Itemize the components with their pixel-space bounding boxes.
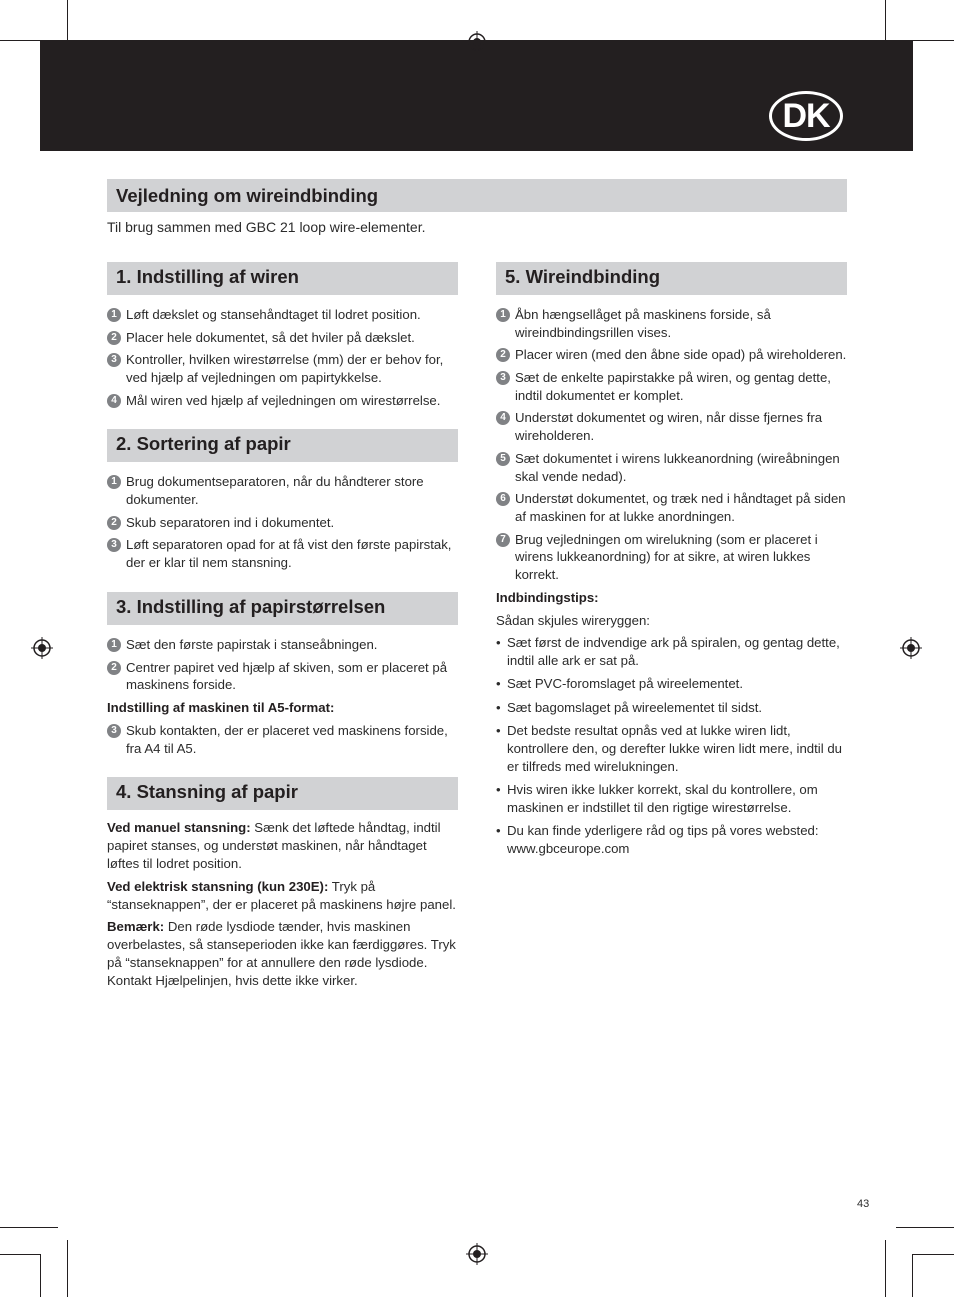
step-number-icon: 2 xyxy=(107,516,121,530)
section-5-header xyxy=(496,262,847,295)
list-item: 1 Brug dokumentseparatoren, når du håndterer store dokumenter. xyxy=(107,473,458,509)
section-3-header xyxy=(107,592,458,625)
page-number: 43 xyxy=(857,1198,870,1210)
registration-mark-icon xyxy=(466,31,488,53)
step-number-icon: 1 xyxy=(107,308,121,322)
step-number-icon: 2 xyxy=(107,331,121,345)
step-number-icon: 4 xyxy=(107,394,121,408)
step-number-icon: 3 xyxy=(496,371,510,385)
section-3-steps-b xyxy=(107,722,458,758)
step-number-icon: 3 xyxy=(107,353,121,367)
list-item: 2 Skub separatoren ind i dokumentet. xyxy=(107,514,458,532)
section-2-header xyxy=(107,429,458,462)
crop-mark xyxy=(40,1254,41,1297)
list-item: • Sæt først de indvendige ark på spiralen, og gentag dette, indtil alle ark er sat på. xyxy=(496,634,847,670)
list-item: 4 Understøt dokumentet og wiren, når disse fjernes fra wireholderen. xyxy=(496,409,847,445)
crop-mark xyxy=(0,1254,40,1255)
section-4-header xyxy=(107,777,458,810)
left-column xyxy=(107,262,458,995)
section-3-steps xyxy=(107,636,458,694)
tips-intro: Sådan skjules wireryggen: xyxy=(496,612,650,628)
list-item: 2 Placer hele dokumentet, så det hviler på dækslet. xyxy=(107,329,458,347)
crop-mark xyxy=(912,1254,913,1297)
registration-mark-icon xyxy=(31,637,53,659)
step-number-icon: 6 xyxy=(496,492,510,506)
page-title-bar xyxy=(107,179,847,212)
list-item: • Sæt PVC-foromslaget på wireelementet. xyxy=(496,675,847,693)
list-item: 5 Sæt dokumentet i wirens lukkeanordning (wireåbningen skal vende nedad). xyxy=(496,450,847,486)
section-2-steps xyxy=(107,473,458,572)
language-badge: DK xyxy=(769,91,843,141)
list-item: 3 Kontroller, hvilken wirestørrelse (mm) der er behov for, ved hjælp af vejledningen om papirtykkelse. xyxy=(107,351,458,387)
list-item: 4 Mål wiren ved hjælp af vejledningen om wirestørrelse. xyxy=(107,392,458,410)
list-item: 7 Brug vejledningen om wirelukning (som er placeret i wirens lukkeanordning) for at sikre, at wiren lukkes korrekt. xyxy=(496,531,847,584)
page-title: Vejledning om wireindbinding xyxy=(116,185,379,206)
step-number-icon: 3 xyxy=(107,724,121,738)
section-5-title: 5. Wireindbinding xyxy=(505,266,661,287)
list-item: 1 Åbn hængsellåget på maskinens forside, så wireindbindingsrillen vises. xyxy=(496,306,847,342)
tips-heading: Indbindingstips: xyxy=(496,589,599,605)
registration-mark-icon xyxy=(466,1243,488,1265)
crop-mark xyxy=(896,1227,954,1228)
section-4-title: 4. Stansning af papir xyxy=(116,781,298,803)
step-number-icon: 1 xyxy=(107,638,121,652)
step-number-icon: 5 xyxy=(496,452,510,466)
right-column xyxy=(496,262,847,863)
list-item: • Du kan finde yderligere råd og tips på vores websted: www.gbceurope.com xyxy=(496,822,847,858)
crop-mark xyxy=(67,1240,68,1297)
list-item: 1 Løft dækslet og stansehåndtaget til lodret position. xyxy=(107,306,458,324)
crop-mark xyxy=(0,1227,58,1228)
list-item: 1 Sæt den første papirstak i stanseåbningen. xyxy=(107,636,458,654)
list-item: 2 Centrer papiret ved hjælp af skiven, som er placeret på maskinens forside. xyxy=(107,659,458,695)
list-item: • Sæt bagomslaget på wireelementet til sidst. xyxy=(496,699,847,717)
section-2-title: 2. Sortering af papir xyxy=(116,433,291,455)
list-item: 2 Placer wiren (med den åbne side opad) på wireholderen. xyxy=(496,346,847,364)
page-subtitle: Til brug sammen med GBC 21 loop wire-elementer. xyxy=(107,219,426,235)
paragraph: Ved manuel stansning: Sænk det løftede håndtag, indtil papiret stanses, og understøt maskinen, når håndtaget løftes til lodret position. xyxy=(107,820,441,871)
step-number-icon: 2 xyxy=(107,661,121,675)
step-number-icon: 7 xyxy=(496,533,510,547)
step-number-icon: 2 xyxy=(496,348,510,362)
step-number-icon: 1 xyxy=(496,308,510,322)
list-item: 3 Løft separatoren opad for at få vist den første papirstak, der er klar til nem stansning. xyxy=(107,536,458,572)
step-number-icon: 4 xyxy=(496,411,510,425)
list-item: 3 Sæt de enkelte papirstakke på wiren, og gentag dette, indtil dokumentet er komplet. xyxy=(496,369,847,405)
crop-mark xyxy=(885,1240,886,1297)
list-item: • Det bedste resultat opnås ved at lukke wiren lidt, kontrollere den, og derefter lukke wiren lidt mere, indtil du er tilfreds med wirelukningen. xyxy=(496,722,847,775)
registration-mark-icon xyxy=(900,637,922,659)
section-1-header xyxy=(107,262,458,295)
section-4-body xyxy=(107,819,458,989)
list-item: 3 Skub kontakten, der er placeret ved maskinens forside, fra A4 til A5. xyxy=(107,722,458,758)
step-number-icon: 3 xyxy=(107,538,121,552)
step-number-icon: 1 xyxy=(107,475,121,489)
tips-list xyxy=(496,634,847,857)
section-5-steps xyxy=(496,306,847,584)
paragraph: Bemærk: Den røde lysdiode tænder, hvis maskinen overbelastes, så stanseperioden ikke kan færdiggøres. Tryk på “stanseknappen” for at annullere den røde lysdiode. Kontakt Hjælpelinjen, hvis dette ikke virker. xyxy=(107,919,456,988)
list-item: • Hvis wiren ikke lukker korrekt, skal du kontrollere, om maskinen er indstillet til den rigtige wirestørrelse. xyxy=(496,781,847,817)
section-3-title: 3. Indstilling af papirstørrelsen xyxy=(116,595,386,617)
crop-mark xyxy=(913,1254,954,1255)
paragraph: Ved elektrisk stansning (kun 230E): Tryk på “stanseknappen”, der er placeret på maskinens højre panel. xyxy=(107,878,456,912)
list-item: 6 Understøt dokumentet, og træk ned i håndtaget på siden af maskinen for at lukke anordningen. xyxy=(496,490,847,526)
section-3-subheading: Indstilling af maskinen til A5-format: xyxy=(107,699,335,715)
section-1-steps xyxy=(107,306,458,409)
section-1-title: 1. Indstilling af wiren xyxy=(116,266,299,287)
